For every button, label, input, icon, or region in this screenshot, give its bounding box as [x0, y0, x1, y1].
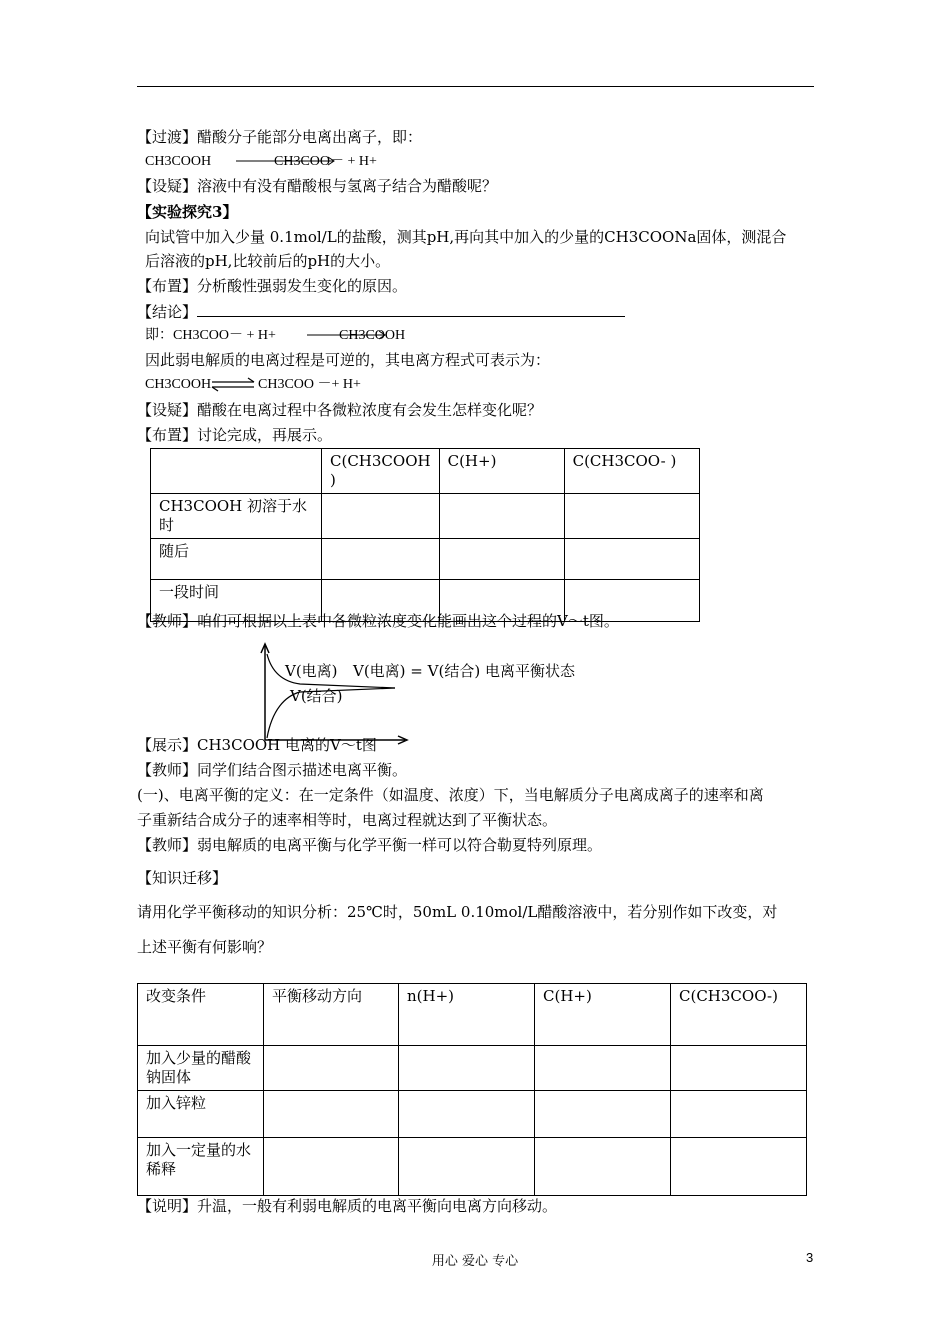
line-assign-2: 【布置】讨论完成，再展示。 [137, 426, 333, 444]
eq1-left: CH3COOH [145, 154, 212, 169]
table-cell [399, 1091, 535, 1138]
table-cell [671, 1046, 807, 1091]
table-cell [151, 449, 322, 494]
table-header-cell: n(H+) [399, 984, 535, 1046]
table-cell [535, 1138, 671, 1196]
table-row [138, 1091, 807, 1138]
table-row-label: 加入一定量的水稀释 [138, 1138, 264, 1196]
table-row [151, 494, 700, 539]
header-rule [137, 86, 814, 87]
table-cell [439, 539, 564, 580]
line-note: 【说明】升温，一般有利弱电解质的电离平衡向电离方向移动。 [137, 1197, 558, 1215]
table-cell [564, 539, 699, 580]
line-question-2: 【设疑】醋酸在电离过程中各微粒浓度有会发生怎样变化呢？ [137, 401, 543, 419]
page-number: 3 [806, 1250, 814, 1265]
graph-label-association: V(结合) [290, 687, 343, 705]
eq3-right: CH3COO －+ H+ [258, 377, 361, 392]
table-row [151, 539, 700, 580]
line-knowledge-transfer: 【知识迁移】 [137, 869, 228, 887]
line-display: 【展示】CH3COOH 电离的V～t图 [137, 736, 377, 754]
line-teacher-3: 【教师】弱电解质的电离平衡与化学平衡一样可以符合勒夏特列原理。 [137, 836, 603, 854]
table-header-cell: C(CH3COOH ) [322, 449, 440, 494]
equilibrium-shift-table [137, 983, 807, 1196]
table-cell [399, 1046, 535, 1091]
table-cell [535, 1046, 671, 1091]
table-row [138, 1046, 807, 1091]
line-question-1: 【设疑】溶液中有没有醋酸根与氢离子结合为醋酸呢？ [137, 177, 498, 195]
table-header-row [151, 449, 700, 494]
equilibrium-arrow-icon [210, 375, 256, 395]
table-cell [322, 494, 440, 539]
table-row-label: 加入少量的醋酸钠固体 [138, 1046, 264, 1091]
conclusion-label: 【结论】 [137, 303, 198, 321]
line-experiment-title: 【实验探究3】 [137, 203, 238, 221]
concentration-table [150, 448, 700, 622]
table-header-cell: C(H+) [439, 449, 564, 494]
graph-label-ionization: V(电离) [285, 662, 338, 680]
table-row-label: CH3COOH 初溶于水时 [151, 494, 322, 539]
table-row-label: 一段时间 [151, 580, 322, 622]
page-footer: 用心 爱心 专心 [431, 1254, 519, 1269]
eq1-right: CH3COO－ + H+ [274, 154, 377, 169]
line-task-2: 上述平衡有何影响？ [137, 938, 273, 956]
table-header-cell: 改变条件 [138, 984, 264, 1046]
line-experiment-1: 向试管中加入少量 0.1mol/L的盐酸，测其pH,再向其中加入的少量的CH3COONa固体，测混合 [145, 228, 787, 246]
table-cell [264, 1091, 399, 1138]
table-cell [322, 539, 440, 580]
line-reversible: 因此弱电解质的电离过程是可逆的，其电离方程式可表示为： [145, 351, 551, 369]
eq2-left: 即：CH3COO－ + H+ [145, 328, 276, 343]
table-cell [264, 1046, 399, 1091]
table-cell [399, 1138, 535, 1196]
table-header-row [138, 984, 807, 1046]
eq3-left: CH3COOH [145, 377, 212, 392]
table-row-label: 随后 [151, 539, 322, 580]
line-definition-1: (一)、电离平衡的定义：在一定条件（如温度、浓度）下，当电解质分子电离成离子的速率和离 [137, 786, 764, 804]
table-header-cell: C(H+) [535, 984, 671, 1046]
eq2-right: CH3COOH [339, 328, 406, 343]
table-cell [535, 1091, 671, 1138]
table-cell [671, 1138, 807, 1196]
line-experiment-2: 后溶液的pH,比较前后的pH的大小。 [145, 252, 391, 270]
line-transition: 【过渡】醋酸分子能部分电离出离子，即： [137, 128, 423, 146]
table-cell [264, 1138, 399, 1196]
table-cell [671, 1091, 807, 1138]
table-row [138, 1138, 807, 1196]
conclusion-blank [197, 302, 625, 317]
table-header-cell: 平衡移动方向 [264, 984, 399, 1046]
line-conclusion [137, 302, 625, 322]
graph-label-equilibrium: V(电离) = V(结合) 电离平衡状态 [353, 662, 575, 680]
table-cell [564, 494, 699, 539]
table-header-cell: C(CH3COO- ) [564, 449, 699, 494]
table-row-label: 加入锌粒 [138, 1091, 264, 1138]
line-task-1: 请用化学平衡移动的知识分析：25℃时，50mL 0.10mol/L醋酸溶液中，若分别作如下改变，对 [137, 903, 778, 921]
line-teacher-2: 【教师】同学们结合图示描述电离平衡。 [137, 761, 408, 779]
table-cell [439, 494, 564, 539]
table-header-cell: C(CH3COO-) [671, 984, 807, 1046]
line-definition-2: 子重新结合成分子的速率相等时，电离过程就达到了平衡状态。 [137, 811, 558, 829]
line-assign-1: 【布置】分析酸性强弱发生变化的原因。 [137, 277, 408, 295]
line-teacher-1: 【教师】咱们可根据以上表中各微粒浓度变化能画出这个过程的V～t图。 [137, 612, 619, 630]
